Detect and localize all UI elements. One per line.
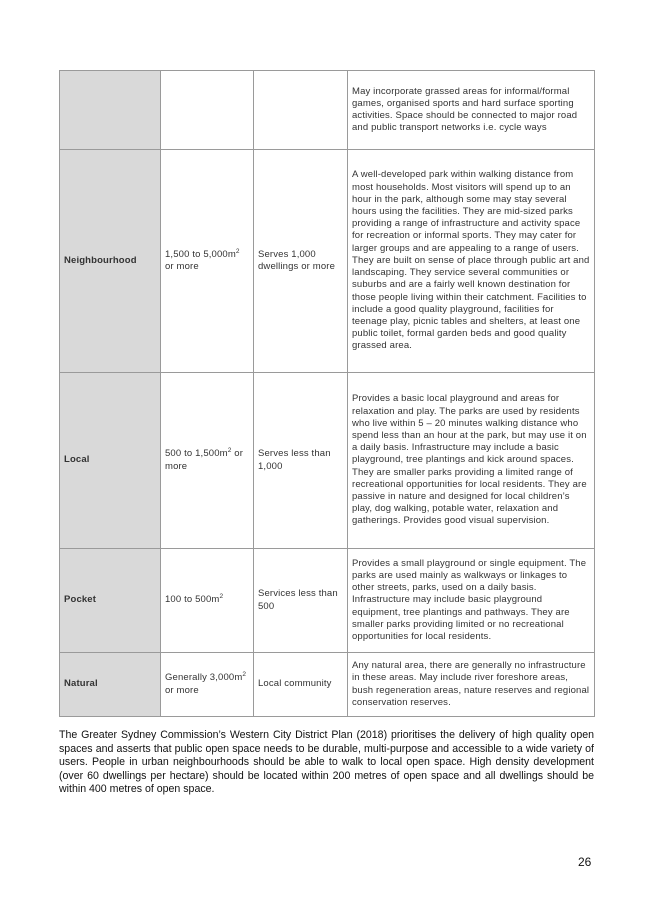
park-hierarchy-table <box>59 70 595 717</box>
description-cell: Provides a small playground or single equipment. The parks are used mainly as walkways or linkages to other streets, parks, used on a daily basis. Infrastructure may include basic playground equipment, tree plantings and pathways. They are smaller parks providing limited or no recreational opportunities for local residents. <box>348 549 595 653</box>
category-cell: Pocket <box>60 549 161 653</box>
size-cell: 500 to $1,500m^2$ or more <box>161 373 254 549</box>
table-row <box>60 653 595 717</box>
table-row <box>60 373 595 549</box>
serves-cell: Services less than 500 <box>254 549 348 653</box>
category-cell: Local <box>60 373 161 549</box>
size-cell: 100 to $500m^2$ <box>161 549 254 653</box>
category-cell: Neighbourhood <box>60 150 161 373</box>
category-cell <box>60 71 161 150</box>
size-cell: Generally $3,000m^2$ or more <box>161 653 254 717</box>
size-cell: 1,500 to $5,000m^2$ or more <box>161 150 254 373</box>
table-row <box>60 549 595 653</box>
page-number: 26 <box>578 855 592 869</box>
serves-cell <box>254 71 348 150</box>
table-row <box>60 71 595 150</box>
description-cell: A well-developed park within walking distance from most households. Most visitors will spend up to an hour in the park, although some may stay several hours using the facilities. They are mid-sized parks providing a range of infrastructure and activity space for recreation or informal sports. They may cater for larger groups and are appealing to a range of users. They are built on sense of place through public art and landscaping. They service several communities or suburbs and are a fairly well known destination for those people living within their catchment. Facilities to include a good quality playground, facilities for teenage play, picnic tables and shelters, at least one public toilet, formal garden beds and good quality grassed area. <box>348 150 595 373</box>
category-cell: Natural <box>60 653 161 717</box>
serves-cell: Serves 1,000 dwellings or more <box>254 150 348 373</box>
size-cell <box>161 71 254 150</box>
description-cell: Provides a basic local playground and areas for relaxation and play. The parks are used by residents who live within 5 – 20 minutes walking distance who spend less than an hour at the park, but may use it on a daily basis. Infrastructure may include a basic playground, tree plantings and kick around spaces. They are smaller parks providing a limited range of recreational opportunities for local residents. They are passive in nature and designed for local children’s play, dog walking, potable water, relaxation and gatherings. Provides good visual supervision. <box>348 373 595 549</box>
serves-cell: Local community <box>254 653 348 717</box>
serves-cell: Serves less than 1,000 <box>254 373 348 549</box>
table-row <box>60 150 595 373</box>
description-cell: Any natural area, there are generally no infrastructure in these areas. May include river foreshore areas, bush regeneration areas, nature reserves and regional conservation reserves. <box>348 653 595 717</box>
body-paragraph: The Greater Sydney Commission’s Western City District Plan (2018) prioritises the delivery of high quality open spaces and asserts that public open space needs to be durable, multi-purpose and accessible to a wide variety of users. People in urban neighbourhoods should be able to walk to local open space. High density development (over 60 dwellings per hectare) should be located within 200 metres of open space and all dwellings should be within 400 metres of open space. <box>59 729 594 796</box>
description-cell: May incorporate grassed areas for informal/formal games, organised sports and hard surface sporting activities. Space should be connected to major road and public transport networks i.e. cycle ways <box>348 71 595 150</box>
